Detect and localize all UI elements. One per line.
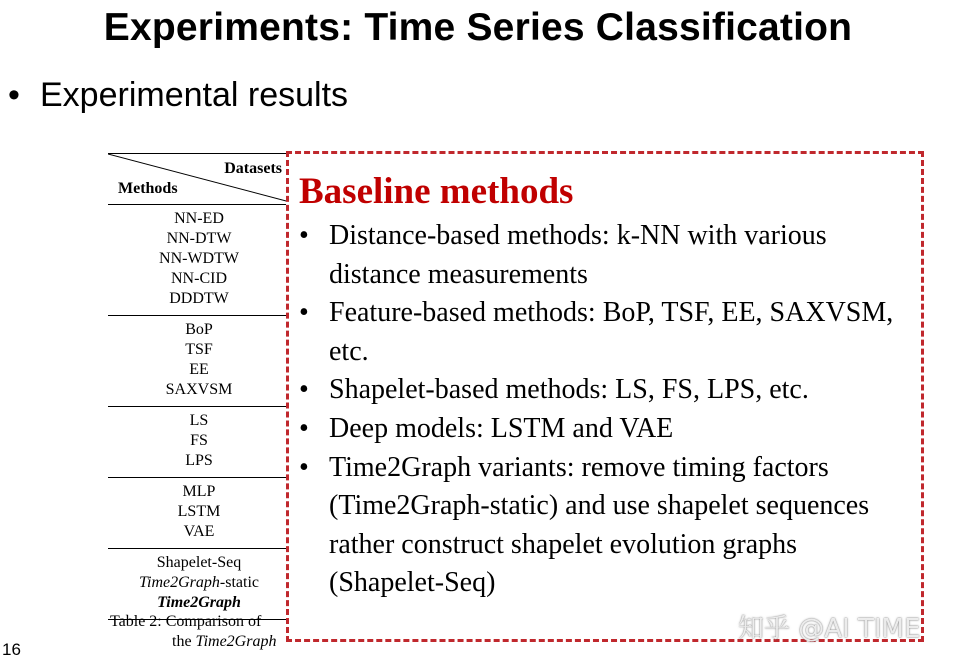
table-cell-suffix: -static: [219, 574, 259, 591]
baseline-methods-box: [286, 151, 924, 642]
bullet-icon: •: [299, 374, 309, 406]
page-number: 16: [2, 640, 21, 659]
list-item-text: Time2Graph variants: remove timing factors (Time2Graph-static) and use shapelet sequences rather construct shapelet evolution graphs (Shapelet-Seq): [329, 451, 870, 599]
table-row: MLP: [182, 483, 216, 500]
list-item: [297, 217, 917, 294]
bullet-icon: •: [299, 451, 309, 483]
table-group-feature: [108, 316, 290, 407]
list-item: [297, 294, 917, 371]
list-item: [297, 371, 917, 410]
table-group-deep: [108, 478, 290, 549]
header-datasets: Datasets: [224, 160, 282, 177]
list-item: [297, 410, 917, 449]
table-row: LPS: [185, 452, 213, 469]
table-row: NN-DTW: [166, 230, 232, 247]
header-methods: Methods: [118, 180, 178, 197]
watermark-text: 知乎 @AI TIME: [738, 614, 921, 644]
table-row: FS: [190, 432, 208, 449]
bullet-icon: •: [299, 412, 309, 444]
table-cell-italic: Time2Graph: [139, 574, 220, 591]
slide-title: Experiments: Time Series Classification: [103, 6, 853, 49]
table-row: BoP: [185, 321, 213, 338]
caption-italic: Time2Graph: [195, 633, 277, 650]
table-row: NN-CID: [171, 270, 227, 287]
table-row: NN-ED: [174, 210, 224, 227]
list-item-text: Deep models: LSTM and VAE: [329, 412, 674, 444]
table-row: VAE: [183, 523, 215, 540]
bullet-icon: •: [299, 297, 309, 329]
list-item: [297, 449, 917, 603]
list-item-text: Shapelet-based methods: LS, FS, LPS, etc.: [329, 374, 809, 406]
main-bullet-text: Experimental results: [40, 76, 349, 114]
table-row: EE: [189, 361, 209, 378]
table-row: LS: [189, 412, 209, 429]
table-row: Time2Graph: [157, 594, 241, 611]
table-row: [108, 573, 290, 593]
baseline-title: Baseline methods: [299, 171, 574, 212]
table-caption: [110, 612, 290, 652]
list-item-text: Distance-based methods: k-NN with various distance measurements: [329, 220, 827, 290]
table-row: Shapelet-Seq: [156, 554, 242, 571]
table-group-time2graph: [108, 549, 290, 620]
bullet-dot-icon: •: [8, 76, 20, 114]
table-row: DDDTW: [169, 290, 229, 307]
caption-line-2: [110, 632, 290, 652]
main-bullet: [8, 76, 348, 115]
table-group-shapelet: [108, 407, 290, 478]
caption-line-1: Table 2: Comparison of: [110, 613, 262, 630]
caption-prefix: the: [172, 633, 196, 650]
table-group-distance: [108, 205, 290, 316]
comparison-table: [108, 153, 290, 620]
table-row: NN-WDTW: [159, 250, 239, 267]
table-row: SAXVSM: [165, 381, 233, 398]
table-row: TSF: [185, 341, 213, 358]
table-row: LSTM: [177, 503, 221, 520]
table-header: [108, 153, 290, 205]
bullet-icon: •: [299, 220, 309, 251]
list-item-text: Feature-based methods: BoP, TSF, EE, SAXVSM, etc.: [329, 297, 894, 367]
baseline-list: [297, 217, 917, 603]
